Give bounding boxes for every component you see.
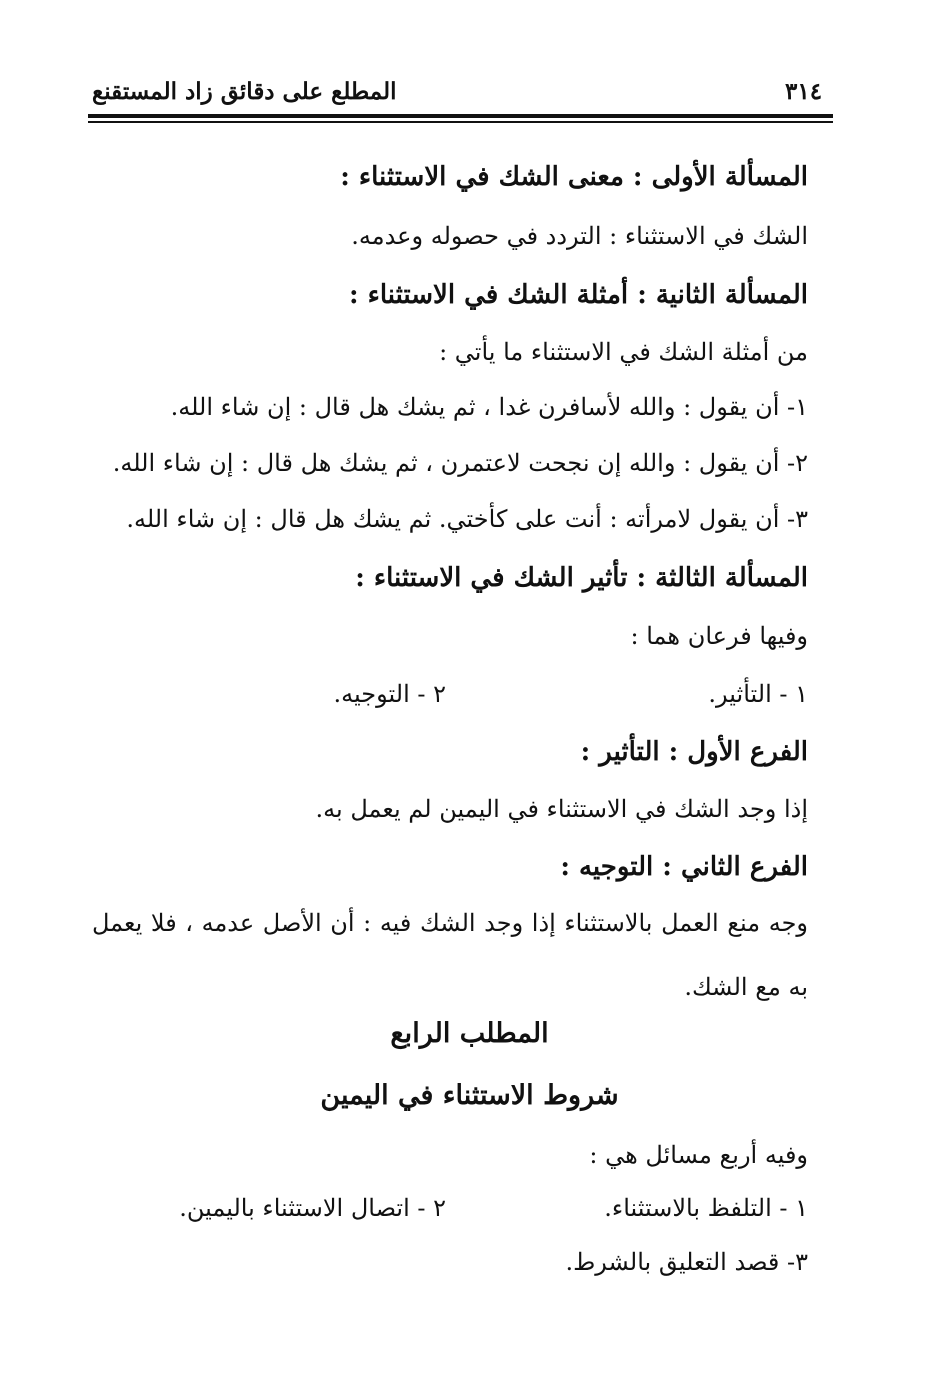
section-subtitle: شروط الاستثناء في اليمين — [320, 1080, 619, 1111]
list-item-example-3: ٣- أن يقول لامرأته : أنت على كأختي. ثم يشك هل قال : إن شاء الله. — [126, 505, 808, 533]
running-header-title: المطلع على دقائق زاد المستقنع — [92, 78, 397, 105]
paragraph-branches-intro: وفيها فرعان هما : — [630, 622, 808, 650]
heading-branch-1: الفرع الأول : التأثير : — [580, 737, 808, 767]
list-item-condition-3: ٣- قصد التعليق بالشرط. — [565, 1248, 808, 1276]
header-rule-thin — [88, 121, 833, 123]
heading-issue-1: المسألة الأولى : معنى الشك في الاستثناء : — [340, 162, 808, 192]
header-rule-thick — [88, 114, 833, 118]
heading-issue-3: المسألة الثالثة : تأثير الشك في الاستثناء : — [355, 563, 808, 593]
heading-branch-2: الفرع الثاني : التوجيه : — [560, 852, 808, 882]
list-item-example-2: ٢- أن يقول : والله إن نجحت لاعتمرن ، ثم يشك هل قال : إن شاء الله. — [112, 449, 808, 477]
paragraph-examples-intro: من أمثلة الشك في الاستثناء ما يأتي : — [439, 338, 808, 366]
list-item-branch-2: ٢ - التوجيه. — [333, 680, 446, 708]
paragraph-definition: الشك في الاستثناء : التردد في حصوله وعدمه. — [351, 222, 808, 250]
heading-issue-2: المسألة الثانية : أمثلة الشك في الاستثناء : — [348, 280, 808, 310]
section-title: المطلب الرابع — [390, 1018, 549, 1049]
paragraph-conditions-intro: وفيه أربع مسائل هي : — [589, 1141, 808, 1169]
list-item-example-1: ١- أن يقول : والله لأسافرن غدا ، ثم يشك هل قال : إن شاء الله. — [170, 393, 808, 421]
list-item-condition-1: ١ - التلفظ بالاستثناء. — [604, 1194, 808, 1222]
page-number: ٣١٤ — [785, 78, 823, 105]
paragraph-effect: إذا وجد الشك في الاستثناء في اليمين لم يعمل به. — [315, 795, 808, 823]
list-item-condition-2: ٢ - اتصال الاستثناء باليمين. — [179, 1194, 446, 1222]
paragraph-justification: وجه منع العمل بالاستثناء إذا وجد الشك فيه : أن الأصل عدمه ، فلا يعمل به مع الشك. — [92, 909, 808, 1001]
list-item-branch-1: ١ - التأثير. — [708, 680, 808, 708]
